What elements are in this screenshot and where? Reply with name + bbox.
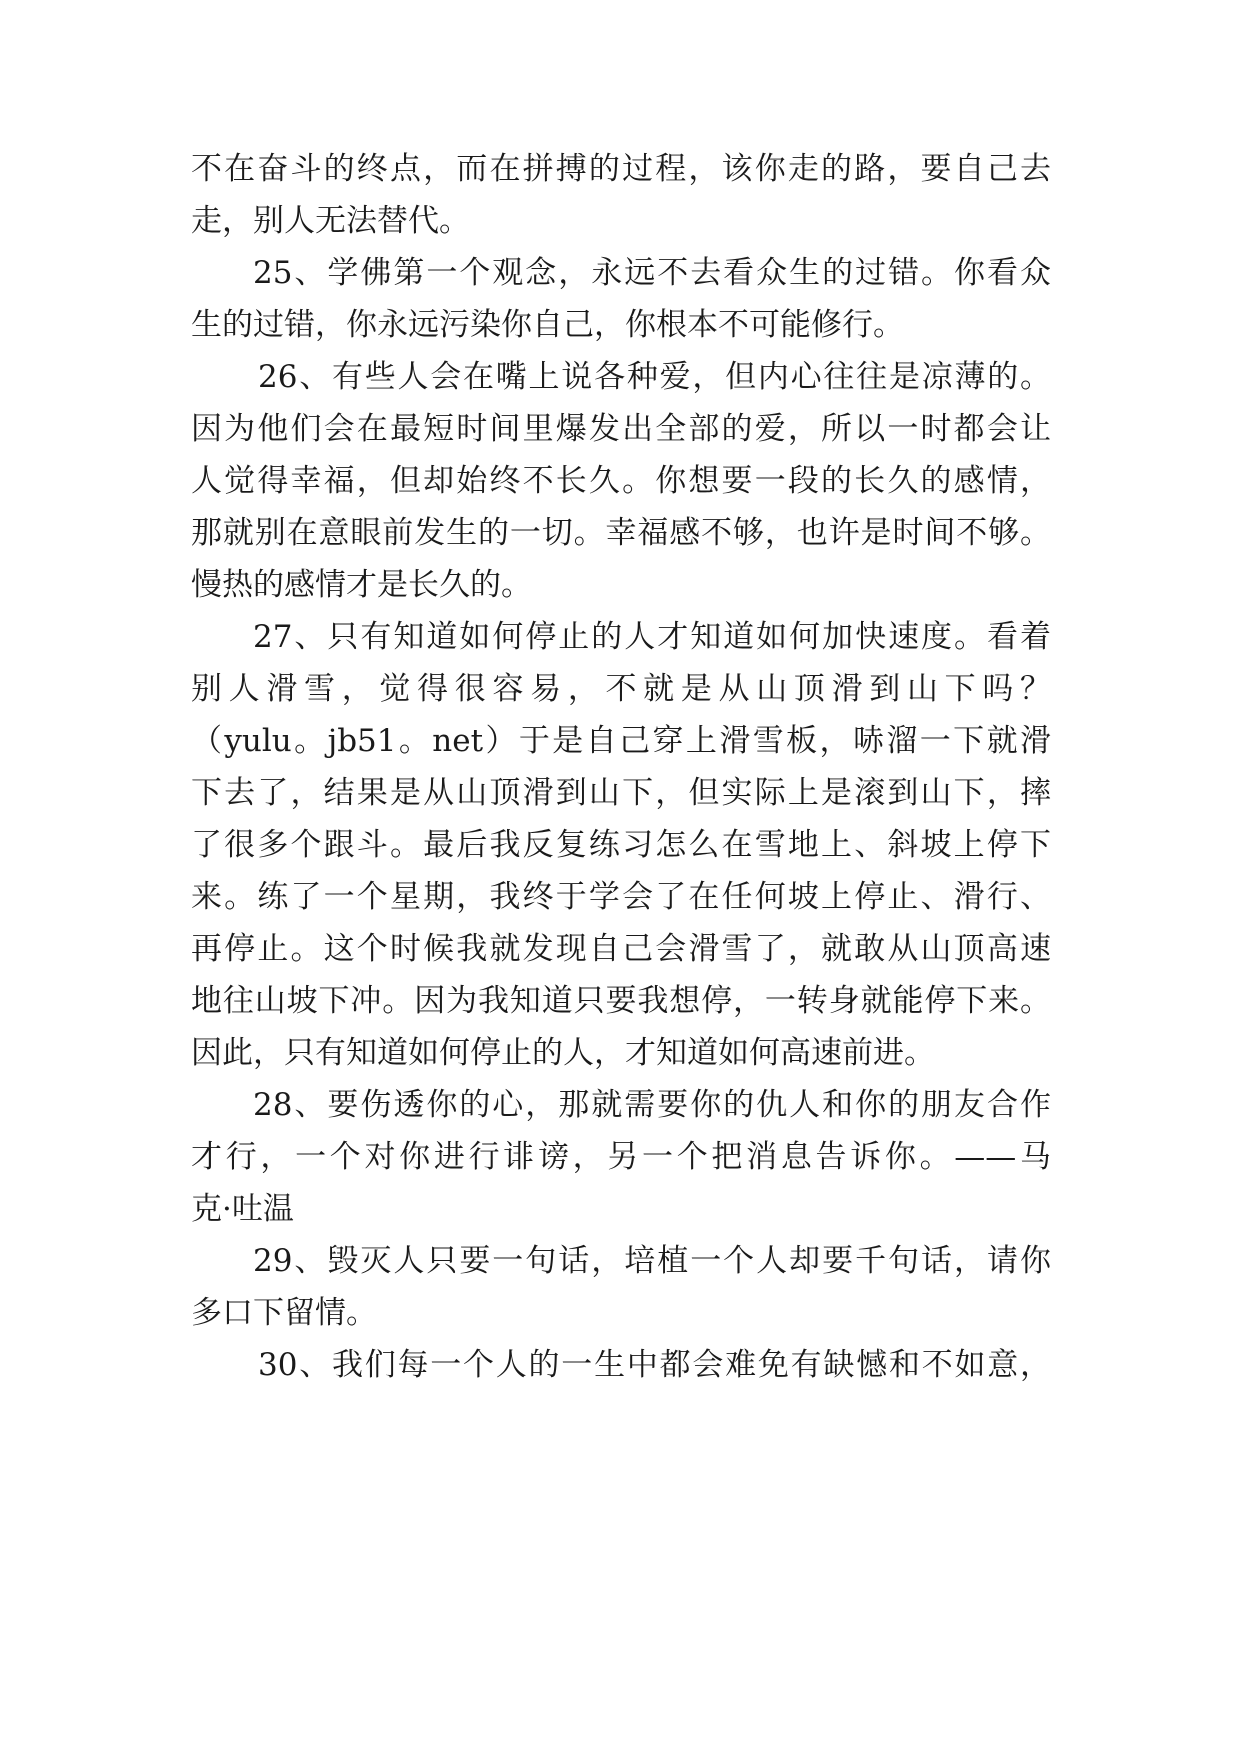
text-line: 别人滑雪，觉得很容易，不就是从山顶滑到山下吗？	[191, 671, 1051, 707]
paragraph-25-line: 25、学佛第一个观念，永远不去看众生的过错。你看众	[253, 255, 1051, 291]
paragraph-26-line: 26、有些人会在嘴上说各种爱，但内心往往是凉薄的。	[258, 359, 1051, 395]
text-line: 克·吐温	[191, 1191, 294, 1227]
text-line: （yulu。jb51。net）于是自己穿上滑雪板，哧溜一下就滑	[191, 723, 1051, 759]
text-line: 再停止。这个时候我就发现自己会滑雪了，就敢从山顶高速	[191, 931, 1051, 967]
text-line: 地往山坡下冲。因为我知道只要我想停，一转身就能停下来。	[191, 983, 1051, 1019]
paragraph-30-line: 30、我们每一个人的一生中都会难免有缺憾和不如意，	[258, 1347, 1051, 1383]
text-line: 下去了，结果是从山顶滑到山下，但实际上是滚到山下，摔	[191, 775, 1051, 811]
text-line: 才行，一个对你进行诽谤，另一个把消息告诉你。——马	[191, 1139, 1051, 1175]
paragraph-29-line: 29、毁灭人只要一句话，培植一个人却要千句话，请你	[253, 1243, 1051, 1279]
text-line: 慢热的感情才是长久的。	[191, 567, 532, 603]
text-line: 生的过错，你永远污染你自己，你根本不可能修行。	[191, 307, 904, 343]
text-line: 因此，只有知道如何停止的人，才知道如何高速前进。	[191, 1035, 935, 1071]
text-line: 了很多个跟斗。最后我反复练习怎么在雪地上、斜坡上停下	[191, 827, 1051, 863]
text-line: 多口下留情。	[191, 1295, 377, 1331]
text-line: 走，别人无法替代。	[191, 203, 470, 239]
paragraph-28-line: 28、要伤透你的心，那就需要你的仇人和你的朋友合作	[253, 1087, 1051, 1123]
text-line: 人觉得幸福，但却始终不长久。你想要一段的长久的感情，	[191, 463, 1051, 499]
text-line: 来。练了一个星期，我终于学会了在任何坡上停止、滑行、	[191, 879, 1051, 915]
text-line: 那就别在意眼前发生的一切。幸福感不够，也许是时间不够。	[191, 515, 1051, 551]
text-line: 不在奋斗的终点，而在拼搏的过程，该你走的路，要自己去	[191, 151, 1051, 187]
text-line: 因为他们会在最短时间里爆发出全部的爱，所以一时都会让	[191, 411, 1051, 447]
paragraph-27-line: 27、只有知道如何停止的人才知道如何加快速度。看着	[253, 619, 1051, 655]
